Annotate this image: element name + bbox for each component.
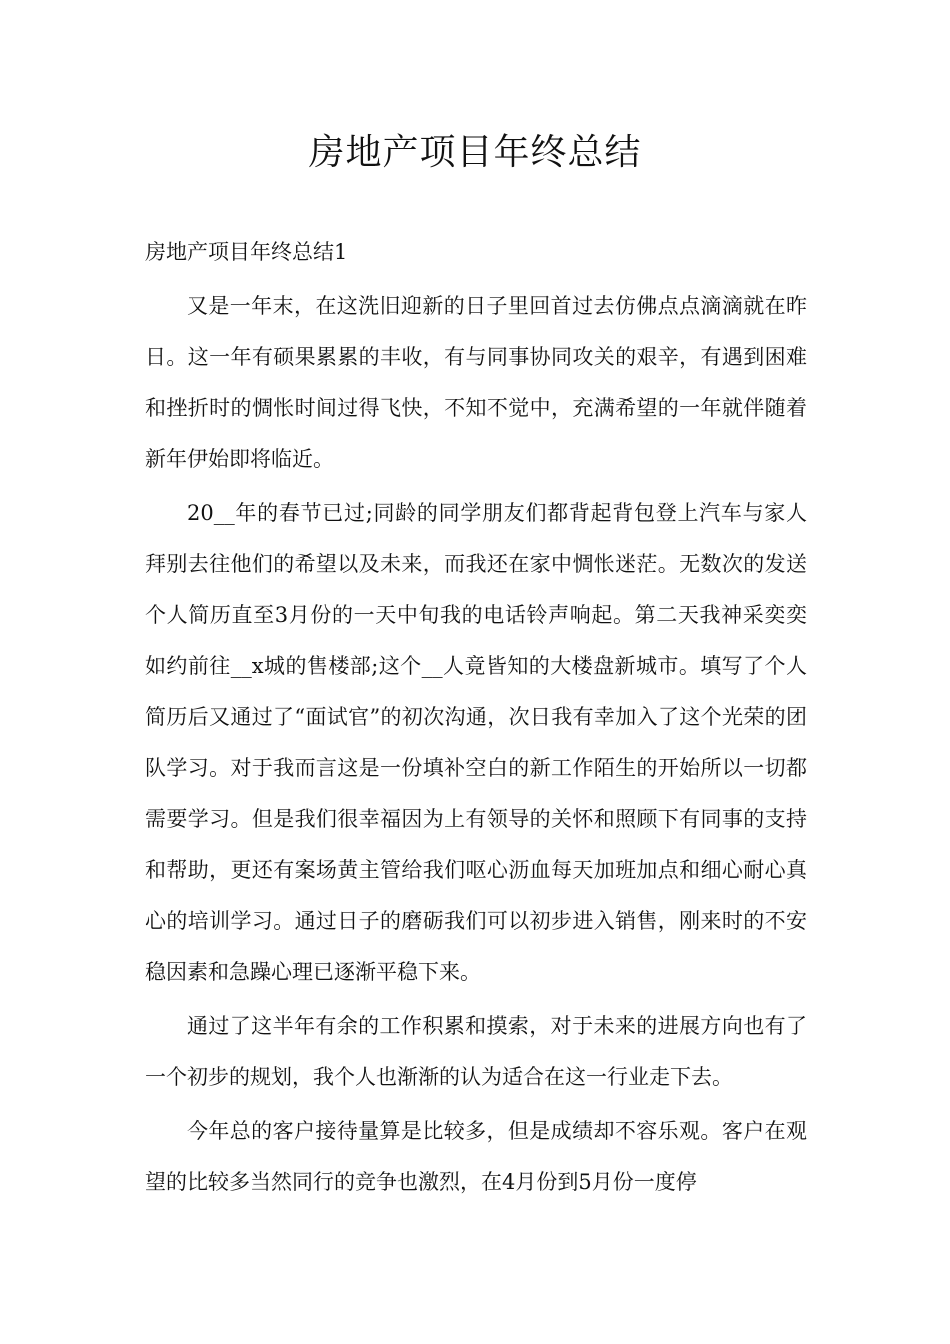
document-title: 房地产项目年终总结 [308, 132, 642, 173]
paragraph-4: 今年总的客户接待量算是比较多，但是成绩却不容乐观。客户在观望的比较多当然同行的竞争也激烈，在4月份到5月份一度停 [145, 1119, 807, 1194]
paragraph-1: 又是一年末，在这洗旧迎新的日子里回首过去仿佛点点滴滴就在昨日。这一年有硕果累累的丰收，有与同事协同攻关的艰辛，有遇到困难和挫折时的惆怅时间过得飞快，不知不觉中，充满希望的一年就伴随着新年伊始即将临近。 [145, 294, 807, 471]
document-body [145, 227, 807, 1211]
paragraph-3: 通过了这半年有余的工作积累和摸索，对于未来的进展方向也有了一个初步的规划，我个人也渐渐的认为适合在这一行业走下去。 [145, 1014, 807, 1089]
section-heading: 房地产项目年终总结1 [145, 240, 348, 264]
paragraph-2: 20__年的春节已过;同龄的同学朋友们都背起背包登上汽车与家人拜别去往他们的希望以及未来，而我还在家中惆怅迷茫。无数次的发送个人简历直至3月份的一天中旬我的电话铃声响起。第二天我神采奕奕如约前往__x城的售楼部;这个__人竟皆知的大楼盘新城市。填写了个人简历后又通过了“面试官”的初次沟通，次日我有幸加入了这个光荣的团队学习。对于我而言这是一份填补空白的新工作陌生的开始所以一切都需要学习。但是我们很幸福因为上有领导的关怀和照顾下有同事的支持和帮助，更还有案场黄主管给我们呕心沥血每天加班加点和细心耐心真心的培训学习。通过日子的磨砺我们可以初步进入销售，刚来时的不安稳因素和急躁心理已逐渐平稳下来。 [145, 501, 807, 984]
